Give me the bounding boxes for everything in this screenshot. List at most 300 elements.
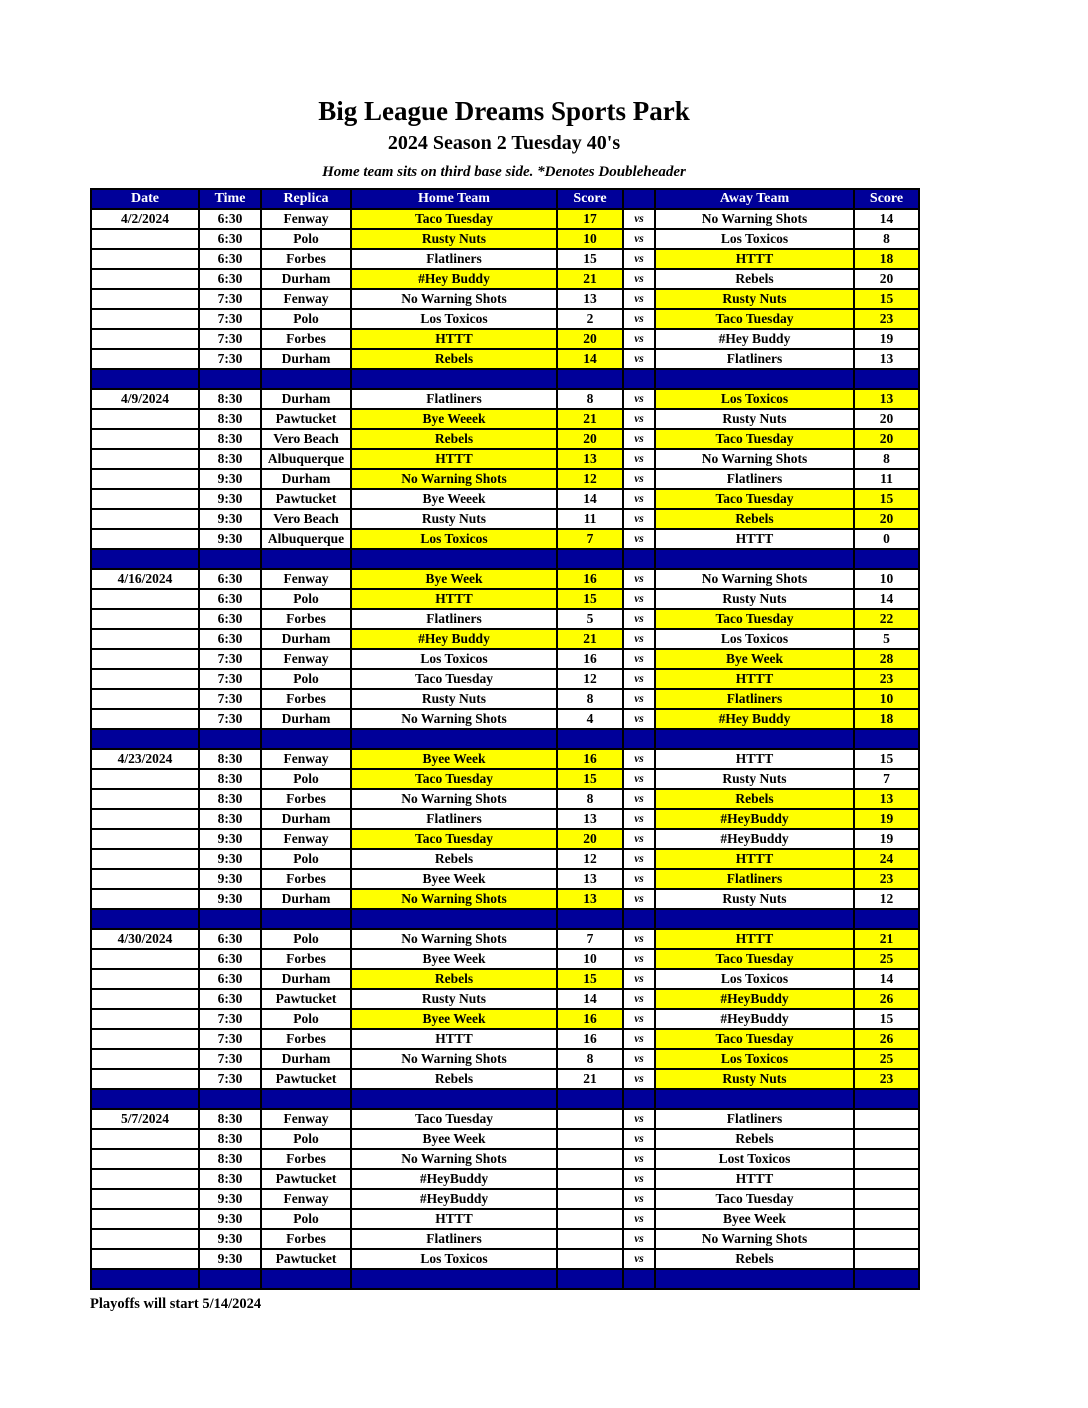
replica-cell: Durham: [261, 469, 351, 489]
game-row: [91, 269, 919, 289]
separator-cell: [655, 549, 854, 569]
time-cell: 7:30: [199, 689, 261, 709]
replica-cell: Vero Beach: [261, 429, 351, 449]
replica-cell: Durham: [261, 349, 351, 369]
separator-cell: [199, 729, 261, 749]
away-team-cell: Rebels: [655, 509, 854, 529]
separator-cell: [261, 549, 351, 569]
away-score-cell: 23: [854, 869, 919, 889]
vs-cell: vs: [623, 269, 655, 289]
away-score-cell: 13: [854, 389, 919, 409]
game-row: [91, 1009, 919, 1029]
game-row: [91, 989, 919, 1009]
away-team-cell: #HeyBuddy: [655, 809, 854, 829]
game-row: [91, 409, 919, 429]
away-score-cell: 23: [854, 309, 919, 329]
away-score-cell: 12: [854, 889, 919, 909]
home-score-cell: 8: [557, 389, 623, 409]
away-score-cell: 26: [854, 989, 919, 1009]
separator-cell: [655, 1089, 854, 1109]
vs-cell: vs: [623, 889, 655, 909]
date-cell: 4/16/2024: [91, 569, 199, 589]
game-row: [91, 509, 919, 529]
away-team-cell: Rusty Nuts: [655, 409, 854, 429]
game-row: [91, 969, 919, 989]
game-row: [91, 489, 919, 509]
away-team-cell: Flatliners: [655, 869, 854, 889]
date-cell: [91, 1249, 199, 1269]
schedule-body: [91, 209, 919, 1289]
date-cell: [91, 1009, 199, 1029]
time-cell: 8:30: [199, 1169, 261, 1189]
time-cell: 8:30: [199, 749, 261, 769]
time-cell: 9:30: [199, 1249, 261, 1269]
time-cell: 8:30: [199, 429, 261, 449]
replica-cell: Forbes: [261, 689, 351, 709]
game-row: [91, 289, 919, 309]
time-cell: 6:30: [199, 609, 261, 629]
separator-cell: [91, 1089, 199, 1109]
home-team-cell: Taco Tuesday: [351, 1109, 557, 1129]
time-cell: 9:30: [199, 469, 261, 489]
home-team-cell: Flatliners: [351, 1229, 557, 1249]
date-cell: [91, 969, 199, 989]
replica-cell: Forbes: [261, 249, 351, 269]
away-score-cell: 18: [854, 249, 919, 269]
home-team-cell: HTTT: [351, 1209, 557, 1229]
time-cell: 8:30: [199, 1149, 261, 1169]
home-team-cell: HTTT: [351, 1029, 557, 1049]
replica-cell: Durham: [261, 969, 351, 989]
time-cell: 7:30: [199, 289, 261, 309]
home-score-cell: 11: [557, 509, 623, 529]
game-row: [91, 1229, 919, 1249]
away-team-cell: No Warning Shots: [655, 1229, 854, 1249]
home-score-cell: [557, 1229, 623, 1249]
date-cell: [91, 1209, 199, 1229]
date-cell: [91, 469, 199, 489]
replica-cell: Polo: [261, 849, 351, 869]
date-cell: [91, 1149, 199, 1169]
away-team-cell: Los Toxicos: [655, 969, 854, 989]
vs-cell: vs: [623, 789, 655, 809]
home-team-cell: Taco Tuesday: [351, 669, 557, 689]
separator-cell: [557, 909, 623, 929]
game-row: [91, 689, 919, 709]
game-row: [91, 1069, 919, 1089]
home-score-cell: 13: [557, 869, 623, 889]
game-row: [91, 849, 919, 869]
time-cell: 7:30: [199, 329, 261, 349]
vs-cell: vs: [623, 1169, 655, 1189]
game-row: [91, 229, 919, 249]
home-team-cell: Flatliners: [351, 809, 557, 829]
vs-cell: vs: [623, 309, 655, 329]
game-row: [91, 669, 919, 689]
away-score-cell: 22: [854, 609, 919, 629]
date-cell: [91, 529, 199, 549]
date-cell: [91, 809, 199, 829]
away-team-cell: #Hey Buddy: [655, 329, 854, 349]
separator-cell: [199, 1269, 261, 1289]
date-cell: [91, 629, 199, 649]
date-cell: [91, 769, 199, 789]
away-team-cell: Flatliners: [655, 469, 854, 489]
game-row: [91, 1049, 919, 1069]
time-cell: 6:30: [199, 949, 261, 969]
replica-cell: Vero Beach: [261, 509, 351, 529]
separator-cell: [655, 369, 854, 389]
away-score-cell: 19: [854, 829, 919, 849]
replica-cell: Fenway: [261, 829, 351, 849]
time-cell: 8:30: [199, 769, 261, 789]
home-score-cell: 13: [557, 289, 623, 309]
replica-cell: Forbes: [261, 869, 351, 889]
away-team-cell: Byee Week: [655, 1209, 854, 1229]
away-score-cell: 8: [854, 229, 919, 249]
away-team-cell: Taco Tuesday: [655, 489, 854, 509]
separator-cell: [261, 729, 351, 749]
away-team-cell: HTTT: [655, 249, 854, 269]
away-score-cell: 7: [854, 769, 919, 789]
away-score-cell: 11: [854, 469, 919, 489]
vs-cell: vs: [623, 349, 655, 369]
separator-cell: [854, 729, 919, 749]
home-score-cell: 16: [557, 1009, 623, 1029]
date-cell: [91, 1229, 199, 1249]
game-row: [91, 1029, 919, 1049]
away-team-cell: HTTT: [655, 929, 854, 949]
date-cell: [91, 989, 199, 1009]
time-cell: 6:30: [199, 989, 261, 1009]
replica-cell: Forbes: [261, 949, 351, 969]
replica-cell: Polo: [261, 929, 351, 949]
time-cell: 9:30: [199, 489, 261, 509]
home-score-cell: 17: [557, 209, 623, 229]
away-score-cell: 13: [854, 349, 919, 369]
date-cell: [91, 309, 199, 329]
separator-row: [91, 729, 919, 749]
game-row: [91, 709, 919, 729]
time-cell: 6:30: [199, 249, 261, 269]
away-score-cell: 25: [854, 1049, 919, 1069]
away-score-cell: 20: [854, 269, 919, 289]
away-score-cell: 26: [854, 1029, 919, 1049]
vs-cell: vs: [623, 1189, 655, 1209]
home-team-cell: #HeyBuddy: [351, 1169, 557, 1189]
vs-cell: vs: [623, 1069, 655, 1089]
date-cell: 4/30/2024: [91, 929, 199, 949]
home-team-cell: Byee Week: [351, 749, 557, 769]
vs-cell: vs: [623, 509, 655, 529]
game-row: [91, 749, 919, 769]
replica-cell: Albuquerque: [261, 529, 351, 549]
separator-cell: [854, 1269, 919, 1289]
home-score-cell: 13: [557, 809, 623, 829]
home-team-cell: Los Toxicos: [351, 649, 557, 669]
replica-cell: Durham: [261, 389, 351, 409]
replica-cell: Polo: [261, 309, 351, 329]
away-team-cell: Flatliners: [655, 689, 854, 709]
header-replica: Replica: [261, 189, 351, 209]
game-row: [91, 589, 919, 609]
home-score-cell: 16: [557, 649, 623, 669]
home-score-cell: 15: [557, 589, 623, 609]
game-row: [91, 329, 919, 349]
separator-cell: [199, 369, 261, 389]
time-cell: 8:30: [199, 789, 261, 809]
away-score-cell: 19: [854, 329, 919, 349]
separator-cell: [557, 1269, 623, 1289]
home-score-cell: 14: [557, 989, 623, 1009]
vs-cell: vs: [623, 609, 655, 629]
time-cell: 6:30: [199, 629, 261, 649]
home-score-cell: 12: [557, 469, 623, 489]
away-team-cell: Bye Week: [655, 649, 854, 669]
vs-cell: vs: [623, 289, 655, 309]
away-team-cell: Taco Tuesday: [655, 949, 854, 969]
home-team-cell: Rusty Nuts: [351, 689, 557, 709]
home-score-cell: 14: [557, 349, 623, 369]
replica-cell: Forbes: [261, 1149, 351, 1169]
separator-cell: [351, 369, 557, 389]
home-team-cell: No Warning Shots: [351, 709, 557, 729]
away-team-cell: No Warning Shots: [655, 449, 854, 469]
away-score-cell: 25: [854, 949, 919, 969]
separator-cell: [557, 729, 623, 749]
replica-cell: Forbes: [261, 1229, 351, 1249]
game-row: [91, 769, 919, 789]
home-score-cell: 16: [557, 749, 623, 769]
time-cell: 6:30: [199, 269, 261, 289]
game-row: [91, 449, 919, 469]
replica-cell: Pawtucket: [261, 1169, 351, 1189]
replica-cell: Fenway: [261, 209, 351, 229]
time-cell: 7:30: [199, 1029, 261, 1049]
home-team-cell: Bye Weeek: [351, 489, 557, 509]
time-cell: 6:30: [199, 229, 261, 249]
date-cell: [91, 869, 199, 889]
time-cell: 9:30: [199, 1209, 261, 1229]
separator-cell: [91, 1269, 199, 1289]
game-row: [91, 1149, 919, 1169]
home-score-cell: [557, 1249, 623, 1269]
page-title: Big League Dreams Sports Park: [318, 96, 690, 126]
vs-cell: vs: [623, 589, 655, 609]
away-team-cell: Flatliners: [655, 349, 854, 369]
game-row: [91, 389, 919, 409]
away-team-cell: HTTT: [655, 529, 854, 549]
time-cell: 6:30: [199, 209, 261, 229]
header-date: Date: [91, 189, 199, 209]
home-score-cell: 10: [557, 229, 623, 249]
date-cell: [91, 889, 199, 909]
separator-cell: [91, 369, 199, 389]
vs-cell: vs: [623, 409, 655, 429]
date-cell: [91, 509, 199, 529]
separator-cell: [623, 1269, 655, 1289]
date-cell: [91, 429, 199, 449]
home-team-cell: Los Toxicos: [351, 1249, 557, 1269]
separator-cell: [655, 909, 854, 929]
separator-cell: [557, 1089, 623, 1109]
game-row: [91, 349, 919, 369]
home-team-cell: Rebels: [351, 1069, 557, 1089]
home-score-cell: 15: [557, 769, 623, 789]
date-cell: [91, 1169, 199, 1189]
home-score-cell: 12: [557, 849, 623, 869]
vs-cell: vs: [623, 389, 655, 409]
home-score-cell: 21: [557, 629, 623, 649]
separator-row: [91, 369, 919, 389]
game-row: [91, 1109, 919, 1129]
home-score-cell: 7: [557, 929, 623, 949]
header-away-score: Score: [854, 189, 919, 209]
vs-cell: vs: [623, 429, 655, 449]
time-cell: 7:30: [199, 349, 261, 369]
home-team-cell: #Hey Buddy: [351, 269, 557, 289]
away-team-cell: Rebels: [655, 789, 854, 809]
separator-cell: [91, 549, 199, 569]
away-team-cell: Taco Tuesday: [655, 309, 854, 329]
game-row: [91, 429, 919, 449]
replica-cell: Fenway: [261, 1109, 351, 1129]
date-cell: [91, 1049, 199, 1069]
home-team-cell: Rebels: [351, 349, 557, 369]
date-cell: [91, 1069, 199, 1089]
separator-cell: [557, 549, 623, 569]
playoffs-note: Playoffs will start 5/14/2024: [90, 1296, 262, 1313]
away-score-cell: 14: [854, 209, 919, 229]
separator-cell: [261, 369, 351, 389]
home-team-cell: #HeyBuddy: [351, 1189, 557, 1209]
header-row: [91, 189, 919, 209]
time-cell: 7:30: [199, 709, 261, 729]
home-score-cell: 20: [557, 829, 623, 849]
page-subtitle: 2024 Season 2 Tuesday 40's: [387, 132, 621, 155]
time-cell: 7:30: [199, 649, 261, 669]
schedule-sheet: [90, 96, 918, 1313]
away-score-cell: [854, 1189, 919, 1209]
separator-cell: [351, 729, 557, 749]
home-team-cell: Bye Weeek: [351, 409, 557, 429]
vs-cell: vs: [623, 929, 655, 949]
vs-cell: vs: [623, 709, 655, 729]
vs-cell: vs: [623, 849, 655, 869]
away-team-cell: Taco Tuesday: [655, 429, 854, 449]
replica-cell: Pawtucket: [261, 489, 351, 509]
game-row: [91, 1249, 919, 1269]
away-score-cell: 0: [854, 529, 919, 549]
away-score-cell: [854, 1169, 919, 1189]
separator-cell: [854, 1089, 919, 1109]
date-cell: [91, 1129, 199, 1149]
time-cell: 8:30: [199, 1109, 261, 1129]
home-score-cell: 8: [557, 1049, 623, 1069]
separator-cell: [261, 909, 351, 929]
date-cell: [91, 1189, 199, 1209]
away-score-cell: [854, 1109, 919, 1129]
home-team-cell: Taco Tuesday: [351, 209, 557, 229]
home-score-cell: 2: [557, 309, 623, 329]
time-cell: 8:30: [199, 809, 261, 829]
home-score-cell: 15: [557, 249, 623, 269]
time-cell: 9:30: [199, 889, 261, 909]
game-row: [91, 209, 919, 229]
home-team-cell: Rusty Nuts: [351, 229, 557, 249]
home-team-cell: Flatliners: [351, 609, 557, 629]
game-row: [91, 249, 919, 269]
home-team-cell: Byee Week: [351, 1129, 557, 1149]
replica-cell: Pawtucket: [261, 1249, 351, 1269]
vs-cell: vs: [623, 1149, 655, 1169]
separator-cell: [199, 909, 261, 929]
vs-cell: vs: [623, 1109, 655, 1129]
home-score-cell: 13: [557, 889, 623, 909]
away-score-cell: [854, 1149, 919, 1169]
separator-cell: [854, 909, 919, 929]
replica-cell: Polo: [261, 669, 351, 689]
replica-cell: Pawtucket: [261, 409, 351, 429]
home-team-cell: No Warning Shots: [351, 289, 557, 309]
away-score-cell: 14: [854, 589, 919, 609]
away-team-cell: Taco Tuesday: [655, 1029, 854, 1049]
vs-cell: vs: [623, 469, 655, 489]
game-row: [91, 829, 919, 849]
game-row: [91, 569, 919, 589]
replica-cell: Pawtucket: [261, 1069, 351, 1089]
away-team-cell: Rebels: [655, 1129, 854, 1149]
time-cell: 9:30: [199, 1229, 261, 1249]
date-cell: [91, 1029, 199, 1049]
home-score-cell: 16: [557, 1029, 623, 1049]
replica-cell: Forbes: [261, 789, 351, 809]
vs-cell: vs: [623, 449, 655, 469]
home-team-cell: No Warning Shots: [351, 469, 557, 489]
game-row: [91, 309, 919, 329]
away-score-cell: [854, 1249, 919, 1269]
separator-cell: [623, 1089, 655, 1109]
separator-cell: [261, 1269, 351, 1289]
separator-cell: [623, 729, 655, 749]
separator-row: [91, 909, 919, 929]
away-team-cell: Rusty Nuts: [655, 1069, 854, 1089]
away-team-cell: Los Toxicos: [655, 389, 854, 409]
time-cell: 6:30: [199, 929, 261, 949]
game-row: [91, 889, 919, 909]
home-team-cell: #Hey Buddy: [351, 629, 557, 649]
separator-cell: [854, 549, 919, 569]
home-team-cell: HTTT: [351, 449, 557, 469]
home-team-cell: Rebels: [351, 849, 557, 869]
replica-cell: Forbes: [261, 1029, 351, 1049]
home-score-cell: [557, 1109, 623, 1129]
away-team-cell: HTTT: [655, 669, 854, 689]
vs-cell: vs: [623, 689, 655, 709]
header-vs: [623, 189, 655, 209]
home-score-cell: 21: [557, 409, 623, 429]
home-team-cell: Byee Week: [351, 1009, 557, 1029]
separator-cell: [91, 909, 199, 929]
separator-cell: [854, 369, 919, 389]
separator-cell: [199, 549, 261, 569]
date-cell: 4/23/2024: [91, 749, 199, 769]
away-score-cell: 20: [854, 509, 919, 529]
header-time: Time: [199, 189, 261, 209]
separator-cell: [655, 729, 854, 749]
time-cell: 9:30: [199, 1189, 261, 1209]
game-row: [91, 949, 919, 969]
